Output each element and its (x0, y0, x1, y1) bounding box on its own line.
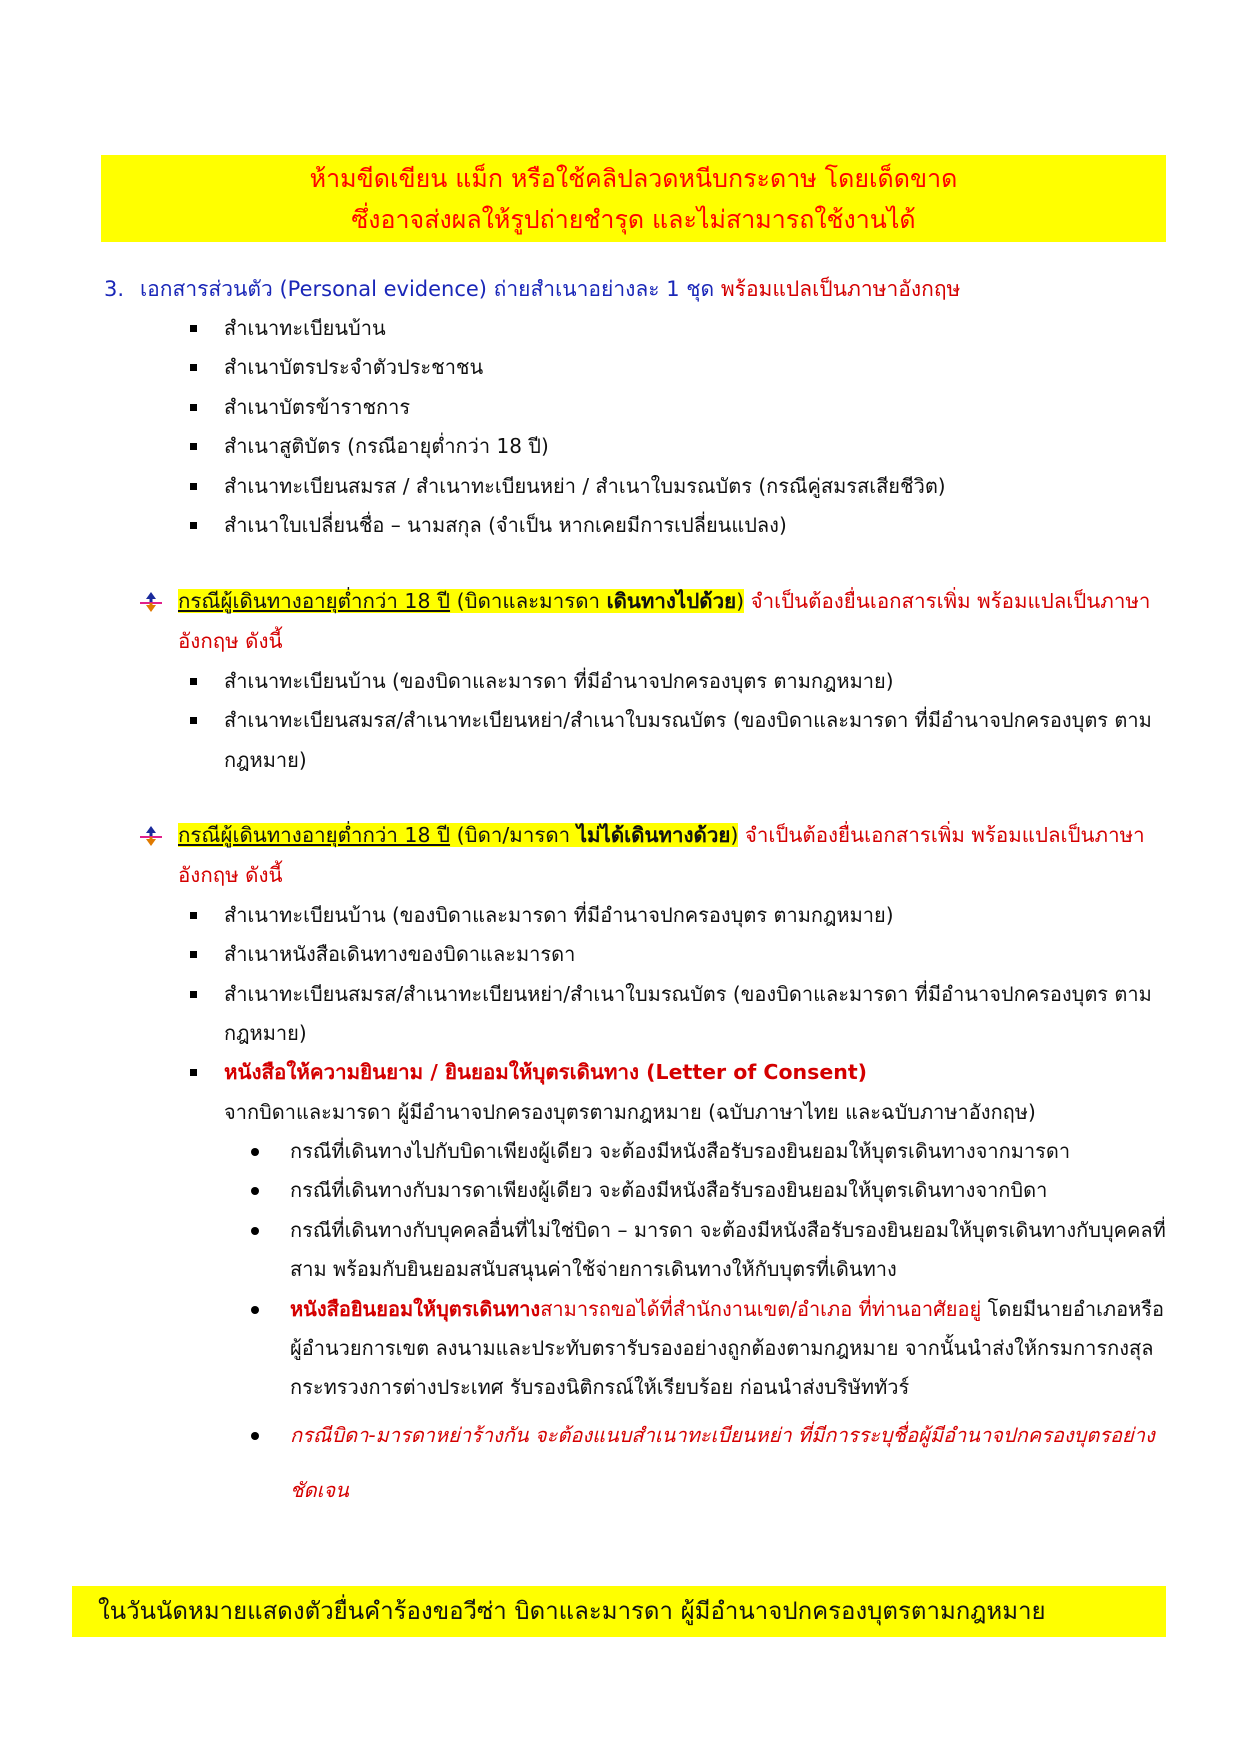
list-item: สำเนาทะเบียนบ้าน (190, 309, 946, 348)
square-bullet-icon (190, 404, 197, 411)
consent-subtitle: จากบิดาและมารดา ผู้มีอำนาจปกครองบุตรตามกฎหมาย (ฉบับภาษาไทย และฉบับภาษาอังกฤษ) (224, 1099, 1036, 1124)
square-bullet-icon (190, 522, 197, 529)
round-bullet-icon (251, 1432, 259, 1440)
list-item: สำเนาทะเบียนสมรส / สำเนาทะเบียนหย่า / สำเนาใบมรณบัตร (กรณีคู่สมรสเสียชีวิต) (190, 467, 946, 506)
round-bullet-icon (251, 1306, 259, 1314)
list-item: กรณีบิดา-มารดาหย่าร้างกัน จะต้องแนบสำเนาทะเบียนหย่า ที่มีการระบุชื่อผู้มีอำนาจปกครองบุตรอย่างชัดเจน (224, 1408, 1170, 1518)
section-number: 3. (104, 277, 125, 301)
list-item: สำเนาบัตรข้าราชการ (190, 388, 946, 427)
list-item: สำเนาใบเปลี่ยนชื่อ – นามสกุล (จำเป็น หากเคยมีการเปลี่ยนแปลง) (190, 506, 946, 545)
letter-of-consent-section (190, 1053, 1170, 1518)
consent-cases-list (224, 1132, 1170, 1518)
warning-line-1: ห้ามขีดเขียน แม็ก หรือใช้คลิปลวดหนีบกระดาษ โดยเด็ดขาด (309, 164, 958, 193)
case-label: กรณีผู้เดินทางอายุต่ำกว่า 18 ปี (178, 823, 451, 847)
list-item: สำเนาทะเบียนสมรส/สำเนาทะเบียนหย่า/สำเนาใบมรณบัตร (ของบิดาและมารดา ที่มีอำนาจปกครองบุตร ตามกฎหมาย) (190, 975, 1174, 1054)
case-requirement: จำเป็นต้องยื่นเอกสารเพิ่ม พร้อมแปลเป็นภาษาอังกฤษ ดังนี้ (178, 589, 1151, 653)
list-item: สำเนาทะเบียนบ้าน (ของบิดาและมารดา ที่มีอำนาจปกครองบุตร ตามกฎหมาย) (190, 896, 1174, 935)
round-bullet-icon (251, 1227, 259, 1235)
list-item: กรณีที่เดินทางไปกับบิดาเพียงผู้เดียว จะต้องมีหนังสือรับรองยินยอมให้บุตรเดินทางจากมารดา (224, 1132, 1170, 1171)
square-bullet-icon (190, 912, 197, 919)
case-1-list (190, 662, 1174, 780)
case-parents-travelling: กรณีผู้เดินทางอายุต่ำกว่า 18 ปี (บิดาและมารดา เดินทางไปด้วย) จำเป็นต้องยื่นเอกสารเพิ่ม พร้อมแปลเป็นภาษาอังกฤษ ดังนี้ (140, 582, 1170, 661)
case-2-list (190, 896, 1174, 1054)
square-bullet-icon (190, 483, 197, 490)
list-item: สำเนาสูติบัตร (กรณีอายุต่ำกว่า 18 ปี) (190, 427, 946, 466)
round-bullet-icon (251, 1148, 259, 1156)
warning-line-2: ซึ่งอาจส่งผลให้รูปถ่ายชำรุด และไม่สามารถใช้งานได้ (351, 205, 916, 234)
square-bullet-icon (190, 717, 197, 724)
square-bullet-icon (190, 991, 197, 998)
round-bullet-icon (251, 1187, 259, 1195)
list-item: กรณีที่เดินทางกับมารดาเพียงผู้เดียว จะต้องมีหนังสือรับรองยินยอมให้บุตรเดินทางจากบิดา (224, 1171, 1170, 1210)
case-parents-not-travelling: กรณีผู้เดินทางอายุต่ำกว่า 18 ปี (บิดา/มารดา ไม่ได้เดินทางด้วย) จำเป็นต้องยื่นเอกสารเพิ่ม พร้อมแปลเป็นภาษาอังกฤษ ดังนี้ (140, 816, 1170, 895)
square-bullet-icon (190, 364, 197, 371)
square-bullet-icon (190, 951, 197, 958)
square-bullet-icon (190, 325, 197, 332)
appointment-banner: ในวันนัดหมายแสดงตัวยื่นคำร้องขอวีซ่า บิดาและมารดา ผู้มีอำนาจปกครองบุตรตามกฎหมาย (72, 1586, 1166, 1637)
warning-banner (101, 155, 1166, 242)
section-3-heading (104, 274, 960, 304)
section-title: เอกสารส่วนตัว (Personal evidence) ถ่ายสำเนาอย่างละ 1 ชุด (140, 277, 715, 301)
list-item: กรณีที่เดินทางกับบุคคลอื่นที่ไม่ใช่บิดา – มารดา จะต้องมีหนังสือรับรองยินยอมให้บุตรเดินทางกับบุคคลที่สาม พร้อมกับยินยอมสนับสนุนค่าใช้จ่ายการเดินทางให้กับบุตรที่เดินทาง (224, 1211, 1170, 1290)
list-item: หนังสือยินยอมให้บุตรเดินทางสามารถขอได้ที่สำนักงานเขต/อำเภอ ที่ท่านอาศัยอยู่ โดยมีนายอำเภอหรือผู้อำนวยการเขต ลงนามและประทับตรารับรองอย่างถูกต้องตามกฎหมาย จากนั้นนำส่งให้กรมการกงสุล กระทรวงการต่างประเทศ รับรองนิติกรณ์ให้เรียบร้อย ก่อนนำส่งบริษัททัวร์ (224, 1290, 1170, 1408)
square-bullet-icon (190, 1069, 197, 1076)
arrow-bullet-icon (140, 582, 178, 626)
list-item: สำเนาบัตรประจำตัวประชาชน (190, 348, 946, 387)
personal-evidence-list (190, 309, 946, 545)
list-item: สำเนาทะเบียนบ้าน (ของบิดาและมารดา ที่มีอำนาจปกครองบุตร ตามกฎหมาย) (190, 662, 1174, 701)
list-item: สำเนาทะเบียนสมรส/สำเนาทะเบียนหย่า/สำเนาใบมรณบัตร (ของบิดาและมารดา ที่มีอำนาจปกครองบุตร ตามกฎหมาย) (190, 701, 1174, 780)
square-bullet-icon (190, 678, 197, 685)
arrow-bullet-icon (140, 816, 178, 860)
list-item: สำเนาหนังสือเดินทางของบิดาและมารดา (190, 935, 1174, 974)
case-requirement: จำเป็นต้องยื่นเอกสารเพิ่ม พร้อมแปลเป็นภาษาอังกฤษ ดังนี้ (178, 823, 1145, 887)
section-requirement: พร้อมแปลเป็นภาษาอังกฤษ (714, 277, 961, 301)
case-label: กรณีผู้เดินทางอายุต่ำกว่า 18 ปี (178, 589, 451, 613)
square-bullet-icon (190, 443, 197, 450)
consent-title: หนังสือให้ความยินยาม / ยินยอมให้บุตรเดินทาง (Letter of Consent) (224, 1060, 867, 1084)
